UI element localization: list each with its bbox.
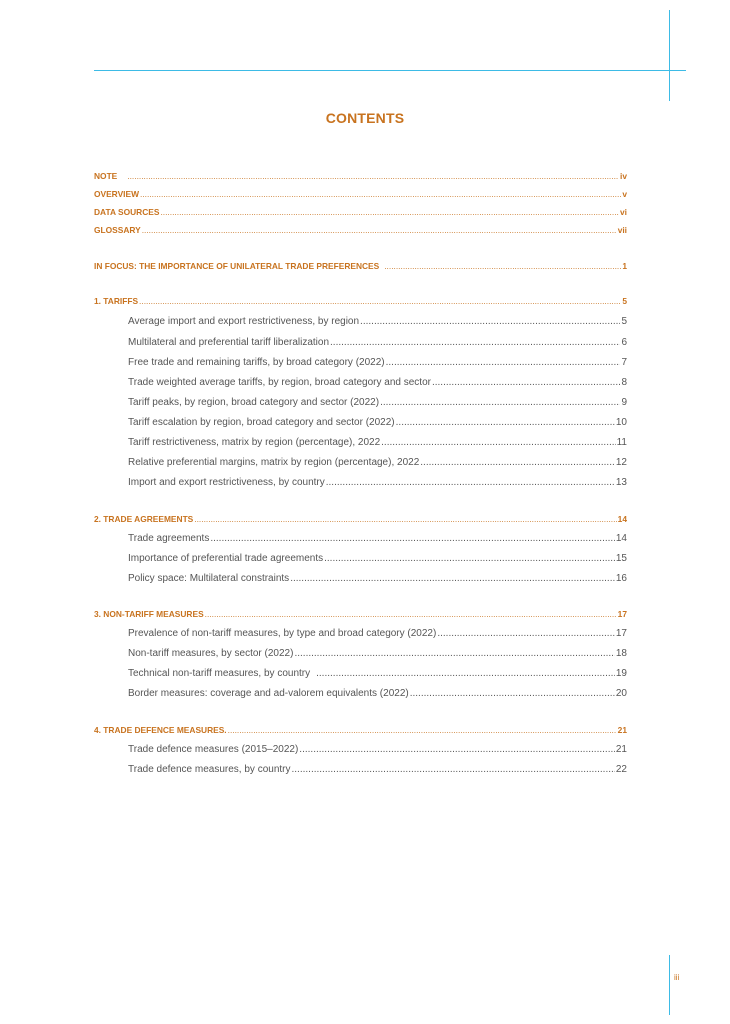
toc-section-non-tariff-measures[interactable]: 3. NON-TARIFF MEASURES ..... 17 [94,609,627,619]
toc-item[interactable]: Prevalence of non-tariff measures, by type and broad category (2022) ..... 17 [128,628,627,639]
toc-entry-glossary[interactable]: GLOSSARY ..... vii [94,225,627,235]
leader-dots [360,316,620,327]
toc-entry-note[interactable]: NOTE ..... iv [94,171,627,181]
leader-dots [290,573,615,584]
toc-section-trade-defence-measures[interactable]: 4. TRADE DEFENCE MEASURES. ..... 21 [94,725,627,735]
leader-dots [432,377,620,388]
page-number: iii [674,973,680,982]
leader-dots [194,514,616,524]
toc-item[interactable]: Trade weighted average tariffs, by region, broad category and sector ..... 8 [128,377,627,388]
leader-dots [380,397,620,408]
toc-item[interactable]: Importance of preferential trade agreements ..... 15 [128,553,627,564]
leader-dots [316,668,615,679]
leader-dots [210,533,615,544]
header-rule [94,70,686,71]
toc-entry-overview[interactable]: OVERVIEW ..... v [94,189,627,199]
leader-dots [324,553,615,564]
leader-dots [205,609,617,619]
toc-item[interactable]: Multilateral and preferential tariff liberalization ..... 6 [128,337,627,348]
leader-dots [127,171,619,181]
leader-dots [437,628,615,639]
leader-dots [299,744,615,755]
toc-item[interactable]: Non-tariff measures, by sector (2022) ..... 18 [128,648,627,659]
leader-dots [410,688,615,699]
toc-entry-data-sources[interactable]: DATA SOURCES ..... vi [94,207,627,217]
leader-dots [384,261,621,271]
toc-item[interactable]: Tariff restrictiveness, matrix by region (percentage), 2022 ..... 11 [128,437,627,448]
toc-item[interactable]: Import and export restrictiveness, by country ..... 13 [128,477,627,488]
leader-dots [420,457,615,468]
toc-section-trade-agreements[interactable]: 2. TRADE AGREEMENTS ..... 14 [94,514,627,524]
leader-dots [140,189,621,199]
toc-item[interactable]: Trade agreements ..... 14 [128,533,627,544]
toc-item[interactable]: Average import and export restrictiveness, by region ..... 5 [128,316,627,327]
toc-section-tariffs[interactable]: 1. TARIFFS ..... 5 [94,296,627,306]
toc-item[interactable]: Tariff escalation by region, broad category and sector (2022) ..... 10 [128,417,627,428]
toc-item[interactable]: Technical non-tariff measures, by country ..... 19 [128,668,627,679]
toc-item[interactable]: Policy space: Multilateral constraints ..... 16 [128,573,627,584]
toc-item[interactable]: Relative preferential margins, matrix by region (percentage), 2022 ..... 12 [128,457,627,468]
toc-item[interactable]: Border measures: coverage and ad-valorem equivalents (2022) ..... 20 [128,688,627,699]
leader-dots [139,296,621,306]
leader-dots [326,477,615,488]
leader-dots [228,725,617,735]
toc-item[interactable]: Trade defence measures, by country ..... 22 [128,764,627,775]
toc-entry-in-focus[interactable]: IN FOCUS: THE IMPORTANCE OF UNILATERAL TRADE PREFERENCES ..... 1 [94,261,627,271]
page-title: CONTENTS [325,110,405,126]
margin-rule-top [669,10,670,101]
leader-dots [386,357,621,368]
leader-dots [330,337,620,348]
leader-dots [160,207,619,217]
leader-dots [292,764,615,775]
leader-dots [381,437,615,448]
leader-dots [142,225,617,235]
margin-rule-bottom [669,955,670,1015]
toc-item[interactable]: Free trade and remaining tariffs, by broad category (2022) ..... 7 [128,357,627,368]
toc-item[interactable]: Tariff peaks, by region, broad category and sector (2022) ..... 9 [128,397,627,408]
leader-dots [396,417,615,428]
toc-item[interactable]: Trade defence measures (2015–2022) ..... 21 [128,744,627,755]
leader-dots [294,648,614,659]
